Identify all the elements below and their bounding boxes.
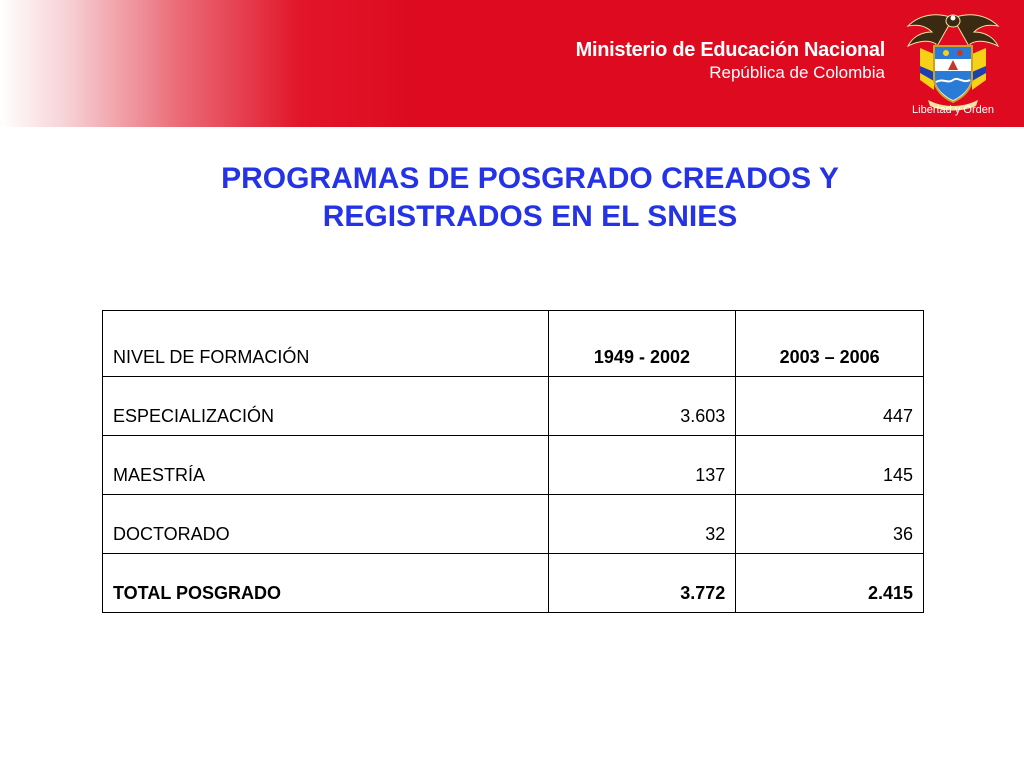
- table-row: [103, 495, 924, 554]
- total-label: TOTAL POSGRADO: [103, 554, 549, 613]
- row-label: ESPECIALIZACIÓN: [103, 377, 549, 436]
- postgraduate-programs-table: [102, 310, 924, 613]
- ministry-name: Ministerio de Educación Nacional: [575, 39, 885, 61]
- table-header-row: [103, 311, 924, 377]
- table-row: [103, 377, 924, 436]
- crest-motto: Libertad y Orden: [912, 104, 994, 116]
- column-header-level: NIVEL DE FORMACIÓN: [103, 311, 549, 377]
- row-value-period-1: 32: [548, 495, 736, 554]
- row-value-period-2: 447: [736, 377, 924, 436]
- ministry-heading: [576, 38, 885, 84]
- table-total-row: [103, 554, 924, 613]
- row-value-period-1: 3.603: [548, 377, 736, 436]
- title-line-1: PROGRAMAS DE POSGRADO CREADOS Y: [221, 162, 839, 195]
- country-name: República de Colombia: [709, 63, 885, 82]
- row-value-period-1: 137: [548, 436, 736, 495]
- slide-title: [140, 160, 920, 236]
- total-value-period-1: 3.772: [548, 554, 736, 613]
- row-value-period-2: 36: [736, 495, 924, 554]
- row-value-period-2: 145: [736, 436, 924, 495]
- row-label: MAESTRÍA: [103, 436, 549, 495]
- column-header-period-1: 1949 - 2002: [548, 311, 736, 377]
- table-row: [103, 436, 924, 495]
- total-value-period-2: 2.415: [736, 554, 924, 613]
- title-line-2: REGISTRADOS EN EL SNIES: [322, 200, 738, 233]
- row-label: DOCTORADO: [103, 495, 549, 554]
- column-header-period-2: 2003 – 2006: [736, 311, 924, 377]
- colombia-coat-of-arms-icon: [898, 8, 1008, 120]
